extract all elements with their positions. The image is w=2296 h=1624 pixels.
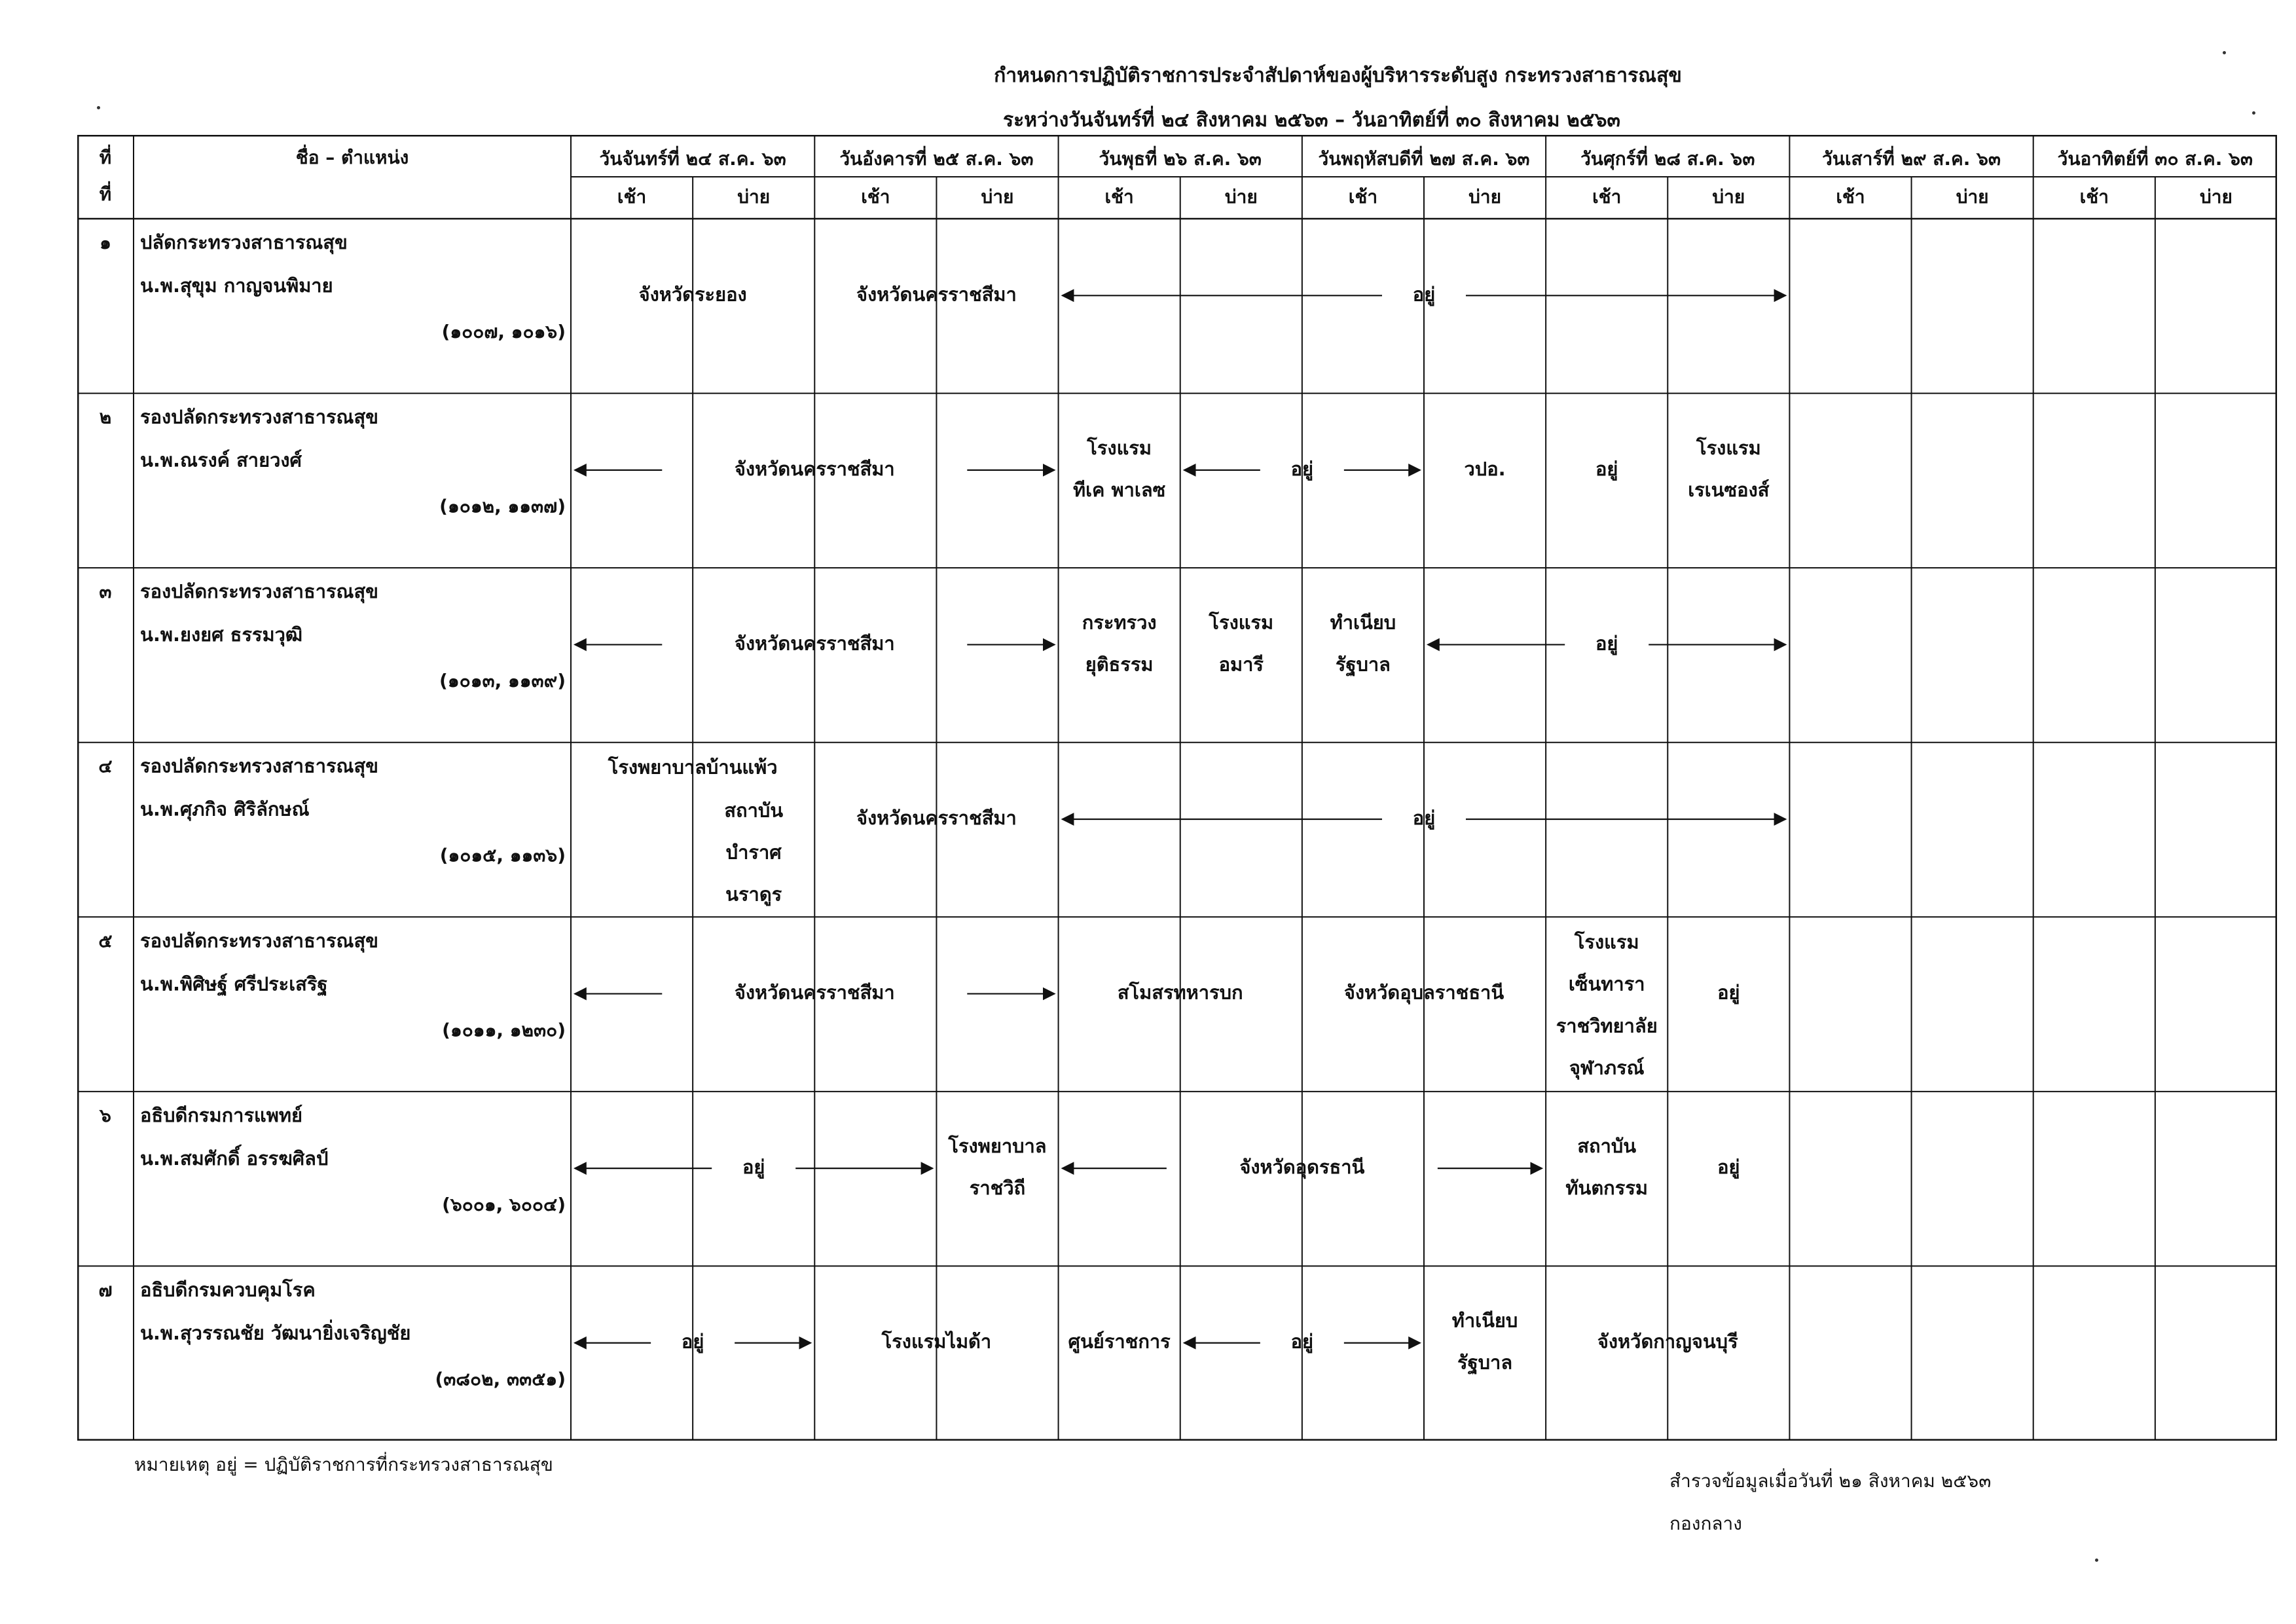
event-text: โรงพยาบาล <box>948 1135 1047 1158</box>
event-text: รัฐบาล <box>1457 1351 1513 1374</box>
event-text: อมารี <box>1218 653 1264 676</box>
row-number: ๑ <box>100 232 111 253</box>
row-name: น.พ.ศุภกิจ ศิริลักษณ์ <box>140 798 310 821</box>
header-number: ที่ <box>99 183 112 205</box>
header-day: วันพฤหัสบดีที่ ๒๗ ส.ค. ๖๓ <box>1318 148 1530 170</box>
department-name: กองกลาง <box>1669 1513 1742 1534</box>
header-day: วันอังคารที่ ๒๕ ส.ค. ๖๓ <box>839 148 1034 170</box>
row-position: รองปลัดกระทรวงสาธารณสุข <box>140 580 378 603</box>
event-text: ศูนย์ราชการ <box>1068 1330 1171 1353</box>
document-subtitle: ระหว่างวันจันทร์ที่ ๒๔ สิงหาคม ๒๕๖๓ – วันอาทิตย์ที่ ๓๐ สิงหาคม ๒๕๖๓ <box>1002 109 1621 132</box>
row-number: ๓ <box>99 581 112 603</box>
event-text: อยู่ <box>681 1330 704 1353</box>
event-text: โรงแรม <box>1574 931 1639 953</box>
header-number: ที่ <box>99 147 112 168</box>
table-grid <box>77 135 2277 1441</box>
table-cells <box>98 144 2253 1390</box>
header-afternoon: บ่าย <box>1956 186 1989 208</box>
event-text: ราชวิทยาลัย <box>1556 1014 1658 1037</box>
header-afternoon: บ่าย <box>737 186 771 208</box>
event-text: จังหวัดนครราชสีมา <box>856 807 1017 830</box>
header-afternoon: บ่าย <box>1224 186 1258 208</box>
header-day: วันอาทิตย์ที่ ๓๐ ส.ค. ๖๓ <box>2057 148 2253 170</box>
event-text: ยุติธรรม <box>1085 653 1154 676</box>
header-name: ชื่อ – ตำแหน่ง <box>295 147 409 168</box>
event-text: อยู่ <box>1595 457 1618 480</box>
header-day: วันจันทร์ที่ ๒๔ ส.ค. ๖๓ <box>599 148 786 170</box>
event-text: จังหวัดนครราชสีมา <box>734 632 895 655</box>
row-position: รองปลัดกระทรวงสาธารณสุข <box>140 405 378 428</box>
header-day: วันพุธที่ ๒๖ ส.ค. ๖๓ <box>1099 148 1262 170</box>
row-number: ๖ <box>100 1104 111 1126</box>
event-text: สถาบัน <box>724 799 784 822</box>
event-text: ทีเค พาเลซ <box>1072 478 1166 501</box>
event-text: จุฬาภรณ์ <box>1569 1056 1645 1079</box>
event-text: รัฐบาล <box>1335 653 1391 676</box>
header-day: วันเสาร์ที่ ๒๙ ส.ค. ๖๓ <box>1822 148 2001 170</box>
document-title: กำหนดการปฏิบัติราชการประจำสัปดาห์ของผู้บริหารระดับสูง กระทรวงสาธารณสุข <box>994 64 1682 87</box>
row-position: รองปลัดกระทรวงสาธารณสุข <box>140 754 378 777</box>
header-morning: เช้า <box>861 186 890 208</box>
event-text: อยู่ <box>1290 457 1314 480</box>
event-text: อยู่ <box>1412 283 1436 306</box>
header-afternoon: บ่าย <box>2199 186 2232 208</box>
row-name: น.พ.ยงยศ ธรรมวุฒิ <box>140 623 303 646</box>
event-text: ทำเนียบ <box>1451 1309 1518 1332</box>
event-text: อยู่ <box>742 1156 765 1179</box>
event-text: บำราศ <box>725 841 782 864</box>
row-number: ๕ <box>98 930 113 952</box>
scan-speck <box>97 106 100 109</box>
row-position: อธิบดีกรมการแพทย์ <box>140 1103 302 1126</box>
event-text: อยู่ <box>1717 1156 1740 1179</box>
event-text: จังหวัดนครราชสีมา <box>734 981 895 1004</box>
row-phone: (๓๘๐๒, ๓๓๕๑) <box>435 1368 566 1390</box>
header-afternoon: บ่าย <box>1468 186 1502 208</box>
event-text: อยู่ <box>1595 632 1618 655</box>
event-text: สถาบัน <box>1577 1135 1637 1158</box>
row-position: อธิบดีกรมควบคุมโรค <box>140 1278 316 1301</box>
scan-speck <box>2095 1559 2098 1562</box>
event-text: จังหวัดอุดรธานี <box>1239 1156 1365 1179</box>
event-text: จังหวัดระยอง <box>638 283 747 306</box>
event-text: สโมสรทหารบก <box>1117 981 1243 1004</box>
row-name: น.พ.ณรงค์ สายวงศ์ <box>140 449 302 471</box>
header-afternoon: บ่าย <box>1712 186 1745 208</box>
row-phone: (๑๐๑๒, ๑๑๓๗) <box>439 495 566 517</box>
row-name: น.พ.สมศักดิ์ อรรฆศิลป์ <box>140 1147 329 1170</box>
row-phone: (๖๐๐๑, ๖๐๐๔) <box>442 1193 566 1215</box>
row-number: ๔ <box>98 755 113 777</box>
footnote: หมายเหตุ อยู่ = ปฏิบัติราชการที่กระทรวงสาธารณสุข <box>134 1454 553 1475</box>
header-morning: เช้า <box>1104 186 1134 208</box>
row-position: รองปลัดกระทรวงสาธารณสุข <box>140 929 378 952</box>
event-text: จังหวัดอุบลราชธานี <box>1343 981 1504 1004</box>
row-phone: (๑๐๑๑, ๑๒๓๐) <box>442 1019 566 1041</box>
schedule-table <box>77 135 2277 1441</box>
event-text: วปอ. <box>1464 457 1506 480</box>
survey-date: สำรวจข้อมูลเมื่อวันที่ ๒๑ สิงหาคม ๒๕๖๓ <box>1669 1470 1992 1492</box>
event-text: อยู่ <box>1717 981 1740 1004</box>
event-text: อยู่ <box>1290 1330 1314 1353</box>
table-border <box>78 136 2276 1440</box>
event-text: จังหวัดนครราชสีมา <box>734 457 895 480</box>
event-text: ราชวิถี <box>969 1177 1026 1200</box>
event-text: โรงแรมไมด้า <box>881 1330 992 1353</box>
event-text: กระทรวง <box>1082 611 1157 634</box>
header-morning: เช้า <box>1836 186 1865 208</box>
event-text: โรงแรม <box>1087 436 1152 459</box>
row-position: ปลัดกระทรวงสาธารณสุข <box>140 231 348 253</box>
row-number: ๗ <box>98 1279 113 1301</box>
event-text: จังหวัดนครราชสีมา <box>856 283 1017 306</box>
row-phone: (๑๐๑๕, ๑๑๓๖) <box>439 844 566 866</box>
row-name: น.พ.พิศิษฐ์ ศรีประเสริฐ <box>140 972 328 995</box>
header-morning: เช้า <box>2079 186 2109 208</box>
event-text: โรงพยาบาลบ้านแพ้ว <box>608 756 778 779</box>
event-text: โรงแรม <box>1209 611 1274 634</box>
scan-speck <box>2223 51 2226 54</box>
header-morning: เช้า <box>1348 186 1378 208</box>
header-morning: เช้า <box>617 186 647 208</box>
event-text: นราดูร <box>725 883 782 906</box>
row-name: น.พ.สุขุม กาญจนพิมาย <box>140 274 333 297</box>
event-text: เรเนซองส์ <box>1688 478 1770 501</box>
event-text: ทำเนียบ <box>1330 611 1396 634</box>
header-morning: เช้า <box>1592 186 1622 208</box>
row-name: น.พ.สุวรรณชัย วัฒนายิ่งเจริญชัย <box>140 1321 411 1344</box>
scan-speck <box>2252 111 2255 115</box>
event-text: อยู่ <box>1412 807 1436 830</box>
event-text: จังหวัดกาญจนบุรี <box>1597 1330 1738 1353</box>
row-phone: (๑๐๑๓, ๑๑๓๙) <box>439 670 566 692</box>
event-text: เซ็นทารา <box>1568 972 1645 995</box>
event-text: ทันตกรรม <box>1565 1177 1649 1200</box>
event-text: โรงแรม <box>1696 436 1761 459</box>
row-number: ๒ <box>99 406 112 428</box>
header-afternoon: บ่าย <box>981 186 1014 208</box>
header-day: วันศุกร์ที่ ๒๘ ส.ค. ๖๓ <box>1580 148 1755 170</box>
row-phone: (๑๐๐๗, ๑๐๑๖) <box>441 321 566 342</box>
